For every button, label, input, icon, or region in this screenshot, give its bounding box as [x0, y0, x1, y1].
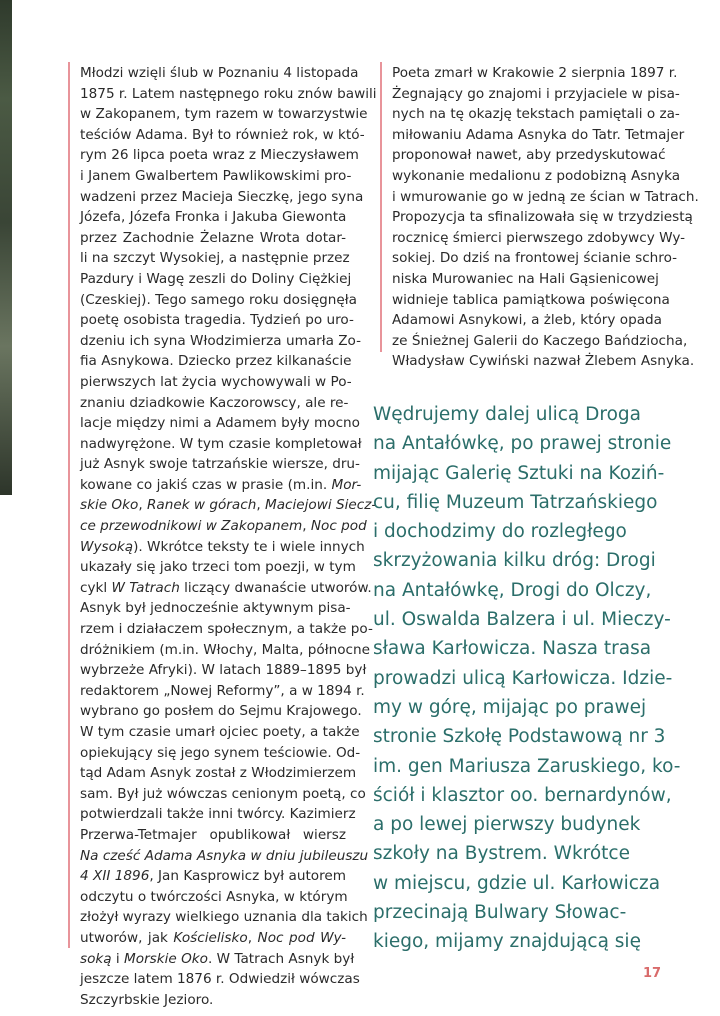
text-line: ze Śnieżnej Galerii do Kaczego Bańdziocha, — [392, 332, 688, 349]
right-column-text — [392, 63, 699, 372]
text-line: teściów Adama. Był to również rok, w któ- — [80, 126, 365, 143]
text-line: utworów, jak Kościelisko, Noc pod Wy- — [80, 929, 346, 946]
text-line: Pazdury i Wagę zeszli do Doliny Ciężkiej — [80, 270, 352, 287]
text-line: w miejscu, gdzie ul. Karłowicza — [373, 872, 661, 894]
text-line: potwierdzali także inni twórcy. Kazimierz — [80, 806, 356, 823]
text-line: Na cześć Adama Asnyka w dniu jubileuszu — [80, 847, 369, 864]
text-line: rocznicę śmierci pierwszego zdobywcy Wy- — [392, 229, 686, 246]
text-line: na Antałówkę, po prawej stronie — [373, 433, 672, 455]
text-line: opiekujący się jego synem teściowie. Od- — [80, 744, 361, 761]
text-line: miłowaniu Adama Asnyka do Tatr. Tetmajer — [392, 126, 685, 143]
text-line: my w górę, mijając po prawej — [373, 696, 647, 718]
text-line: rym 26 lipca poeta wraz z Mieczysławem — [80, 147, 359, 164]
text-line: Władysław Cywiński nazwał Żlebem Asnyka. — [392, 353, 695, 370]
text-line: i wmurowanie go w jedną ze ścian w Tatrach. — [392, 188, 699, 205]
text-line: ce przewodnikowi w Zakopanem, Noc pod — [80, 518, 367, 535]
text-line: cykl W Tatrach liczący dwanaście utworów. — [80, 579, 372, 596]
text-line: nych na tę okazję tekstach pamiętali o za- — [392, 106, 680, 123]
text-line: proponował nawet, aby przedyskutować — [392, 147, 666, 164]
text-line: redaktorem „Nowej Reformy”, a w 1894 r. — [80, 682, 365, 699]
text-line: sam. Był już wówczas cenionym poetą, co — [80, 785, 366, 802]
text-line: Szczyrbskie Jezioro. — [80, 991, 214, 1008]
text-line: wykonanie medalionu z podobizną Asnyka — [392, 167, 681, 184]
text-line: sokiej. Do dziś na frontowej ścianie schro- — [392, 250, 678, 267]
photo-edge — [0, 0, 12, 495]
text-line: prowadzi ulicą Karłowicza. Idzie- — [373, 667, 673, 689]
text-line: złożył wyrazy wielkiego uznania dla takich — [80, 909, 368, 926]
route-highlight-text — [373, 400, 681, 957]
text-line: cu, filię Muzeum Tatrzańskiego — [373, 491, 658, 513]
text-line: Adamowi Asnykowi, a żleb, który opada — [392, 312, 662, 329]
text-line: wybrzeże Afryki). W latach 1889–1895 był — [80, 662, 367, 679]
text-line: przecinają Bulwary Słowac- — [373, 902, 627, 924]
text-line: ul. Oswalda Balzera i ul. Mieczy- — [373, 609, 671, 631]
left-column-rule — [68, 62, 70, 948]
text-line: tąd Adam Asnyk został z Włodzimierzem — [80, 765, 357, 782]
right-column-rule — [380, 62, 382, 352]
text-line: 1875 r. Latem następnego roku znów bawili — [80, 85, 377, 102]
text-line: nadwyrężone. W tym czasie kompletował — [80, 435, 362, 452]
text-line: li na szczyt Wysokiej, a następnie przez — [80, 250, 350, 267]
text-line: sława Karłowicza. Nasza trasa — [373, 638, 652, 660]
text-line: wadzeni przez Macieja Sieczkę, jego syna — [80, 188, 364, 205]
text-line: Żegnający go znajomi i przyjaciele w pisa- — [392, 85, 680, 102]
text-line: mijając Galerię Sztuki na Koziń- — [373, 462, 665, 484]
text-line: Poeta zmarł w Krakowie 2 sierpnia 1897 r. — [392, 65, 678, 81]
text-line: i Janem Gwalbertem Pawlikowskimi pro- — [80, 167, 352, 184]
text-line: 4 XII 1896, Jan Kasprowicz był autorem — [80, 868, 346, 885]
left-column-text — [80, 63, 377, 1010]
text-line: Młodzi wzięli ślub w Poznaniu 4 listopada — [80, 65, 359, 81]
text-line: Wędrujemy dalej ulicą Droga — [373, 404, 641, 425]
text-line: już Asnyk swoje tatrzańskie wiersze, dru- — [80, 456, 360, 473]
text-line: stronie Szkołę Podstawową nr 3 — [373, 726, 666, 748]
text-line: i dochodzimy do rozległego — [373, 521, 627, 543]
text-line: (Czeskiej). Tego samego roku dosięgnęła — [80, 291, 357, 308]
text-line: Przerwa-Tetmajer opublikował wiersz — [80, 826, 346, 843]
page-number: 17 — [643, 966, 662, 981]
text-line: dzeniu ich syna Włodzimierza umarła Zo- — [80, 332, 362, 349]
text-line: na Antałówkę, Drogi do Olczy, — [373, 579, 652, 601]
text-line: odczytu o twórczości Asnyka, w którym — [80, 888, 348, 905]
text-line: w Zakopanem, tym razem w towarzystwie — [80, 106, 368, 123]
text-line: lacje między nimi a Adamem były mocno — [80, 415, 360, 432]
text-line: fia Asnykowa. Dziecko przez kilkanaście — [80, 353, 352, 370]
text-line: a po lewej pierwszy budynek — [373, 814, 641, 836]
text-line: niska Murowaniec na Hali Gąsienicowej — [392, 270, 659, 287]
text-line: poetę osobista tragedia. Tydzień po uro- — [80, 312, 354, 329]
text-line: kiego, mijamy znajdującą się — [373, 931, 641, 953]
text-line: soką i Morskie Oko. W Tatrach Asnyk był — [80, 950, 355, 967]
text-line: rzem i działaczem społecznym, a także po- — [80, 621, 373, 638]
text-line: Propozycja ta sfinalizowała się w trzydziestą — [392, 209, 693, 226]
text-line: skrzyżowania kilku dróg: Drogi — [373, 550, 656, 572]
text-line: znaniu dziadkowie Kaczorowscy, ale re- — [80, 394, 349, 411]
text-line: wybrano go posłem do Sejmu Krajowego. — [80, 703, 362, 720]
text-line: kowane co jakiś czas w prasie (m.in. Mor- — [80, 476, 362, 493]
text-line: Wysoką). Wkrótce teksty te i wiele innych — [80, 538, 365, 555]
text-line: widnieje tablica pamiątkowa poświęcona — [392, 291, 670, 308]
text-line: skie Oko, Ranek w górach, Maciejowi Siecz- — [80, 497, 377, 514]
text-line: dróżnikiem (m.in. Włochy, Malta, północne — [80, 641, 370, 658]
text-line: ukazały się jako trzeci tom poezji, w tym — [80, 559, 356, 576]
text-line: Asnyk był jednocześnie aktywnym pisa- — [80, 600, 351, 617]
text-line: ściół i klasztor oo. bernardynów, — [373, 784, 672, 806]
text-line: przez Zachodnie Żelazne Wrota dotar- — [80, 229, 346, 246]
text-line: jeszcze latem 1876 r. Odwiedził wówczas — [80, 971, 360, 988]
text-line: szkoły na Bystrem. Wkrótce — [373, 843, 630, 865]
text-line: pierwszych lat życia wychowywali w Po- — [80, 373, 352, 390]
text-line: Józefa, Józefa Fronka i Jakuba Giewonta — [80, 209, 347, 226]
text-line: im. gen Mariusza Zaruskiego, ko- — [373, 755, 681, 777]
text-line: W tym czasie umarł ojciec poety, a także — [80, 724, 360, 740]
